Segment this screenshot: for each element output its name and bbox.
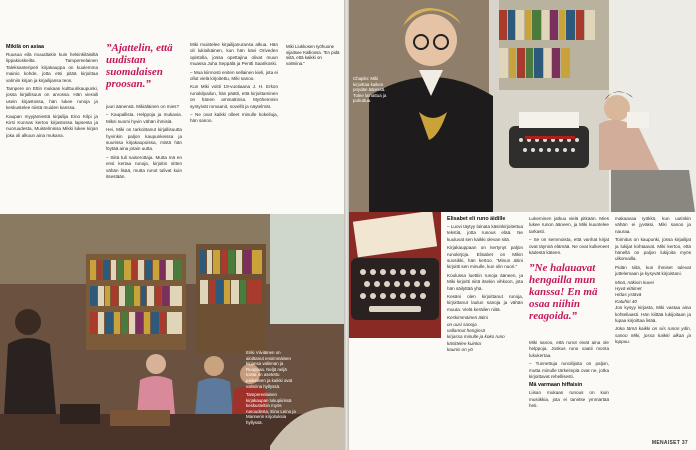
poem-line: kaunis on yö — [447, 347, 473, 353]
section-heading: Mikilä on asiaa — [6, 44, 45, 50]
poem-line: käsittelee kuinka — [447, 340, 481, 346]
paragraph: – Luovi täytyy lainata käsinkirjoitettua tekstiä, jotta runous elää. Ne kuuluvat sen kaikki olevan sitä. — [447, 224, 523, 242]
paragraph: Koulussa luettiin runoja ääneen, ja Miki kirjoitti niitä itsekin vihkoon, jota hän säilyttää yhä. — [447, 272, 523, 291]
photo-caption-1: Eriki Viiviäinen on aloittanut ensimmäisen kirjansa valinnan ja Ruoppaa. Neljä neljä toista on asetettu paikalleen ja kaikki ovat valmiina hyllyssä. — [246, 350, 293, 389]
paragraph: – Se on semmoista, että vanhat kirjat ovat täynnä elämää. Ne ovat kulkeneet kädestä käteen. — [529, 237, 609, 256]
paragraph: Tampere on Ettin mukaan kulttuurikaupunki, jossa kirjallisuus on arvossa. Hän vieraili usein kirjastossa, hän lukee runoja ja keskustelee niistä muiden kanssa. — [6, 86, 98, 111]
poem-excerpt — [447, 315, 523, 353]
list-item: Hyvä eläimet — [615, 286, 642, 292]
book-list — [615, 280, 691, 306]
paragraph: Jos kysyy kirjasta, Miki vastaa aina kohteliaasti. Hän kiittää lukijoitaan ja lupaa kirjoittaa lisää. — [615, 305, 691, 324]
pull-quote: ”Ne halauavat hengailla mun kanssa! En mä osaa niihin reagoida.” — [529, 262, 598, 322]
poem-line: Keskimmäinen äitini — [447, 315, 488, 321]
photo-caption-2: Tampereelaisen kirjakaupan lukupiirissä keskusteltiin myös runoudesta, Eino Leino ja Mannerin kirjoituksia hyllyssä. — [246, 392, 296, 425]
typewriter-photo — [349, 212, 441, 338]
author-photo — [349, 0, 696, 212]
right-column-1 — [447, 216, 523, 444]
paragraph: Ruusua eilä muualtakin kuin helsinkiläisiltä lippakioskeilta. Tampereelainen Taleksanteriperi kirjakauppa on kuulemma mainio kohde, jotta etsi pitää kirjoittaa valmiin kirjan ja kirjailijansa teos. — [6, 52, 98, 83]
paragraph: – Mua kiinnosti eniten sellainen kieli, jota ei ollut vielä kirjoitettu, Miki sanoo. — [190, 69, 278, 82]
paragraph: – Ne ovat kaikki olleet minulle kokeiluja, hän sanoo. — [190, 112, 278, 124]
paragraph: – Siitä tuli naiserottaja. Mutta mä en ensi kertaa runoja, kirjoitin sitten vähän lisää, mutta runot tulivat kuin itsestään. — [106, 154, 182, 180]
list-item: Hidas ystävä — [615, 292, 642, 298]
left-page — [0, 0, 346, 450]
left-column-2 — [106, 104, 182, 212]
paragraph: Hei, Miki on tarkoittanut kirjallisuutta hyvinkin paljon kaupunkeissa ja suurissa kirjakaupoissa, mistä hän löytää aina jotain uutta. — [106, 127, 182, 152]
poem-line: kirjassa minulle ja koko runo — [447, 334, 505, 340]
list-item: Minä, näkisin kuvei — [615, 279, 654, 285]
right-column-2-top — [529, 216, 609, 256]
paragraph: makaavaa ryökkö, kun uutinkin vähän ei jyväksi, Miki sanoo ja nauraa. — [615, 216, 691, 234]
paragraph: Kaupan myyjämiestä kirjailija Eino Kilpi ja Kirsi Kunnas kertoo kirjastossa lapsesta ja nuoruudesta, Muistelmissa Mikki lukee kirjan joka oli alkuun aina mukana. — [6, 113, 98, 138]
poem-line: on uusi sanoja — [447, 321, 477, 327]
paragraph: – Kaupallista. Helppoja ja mukavia. Miksi suomi hyvin vähän ihmisiä. — [106, 112, 182, 124]
pull-quote: ”Ajattelin, että uudistan suomalaisen proosan.” — [106, 42, 173, 90]
paragraph: juuri äänensä. Mikiäläinen on mies? — [106, 104, 180, 109]
paragraph: Miki muistelee kirjailijanuransa alkua. Hän oli lukioikäinen, kun hän kävi Oriveden opistolla, jossa opettajina olivat muun muassa Juha Seppälä ja Pentti Saarikoski. — [190, 42, 278, 67]
typewriter-illustration — [349, 212, 441, 338]
paragraph: Kesäni olen kirjoittanut runoja, kirjoittanut laulun sanoja ja vähän muuta. Vielä keräilen niitä. — [447, 294, 523, 312]
top-photo-caption: Miki Liukkosen työhuone sijaitsee Kalliossa. ”En pidä siitä, että kaikki on valmiina.” — [286, 44, 340, 66]
left-column-3 — [190, 42, 278, 214]
right-page — [349, 0, 696, 450]
paragraph: Lukeminen jatkuu vielä pitkään. Mies lukee runon ääneen, ja Miki kuuntelee tarkasti. — [529, 216, 609, 234]
top-right-caption: Chaplin: Miki kirjoittaa kaiken pöydän ääressä. Tulee lainattua ja puhuttua. — [353, 76, 387, 104]
paragraph: Miki sanoo, että runot eivät aina ole helppoja. Joskus runo vaatii monta lukukertaa. — [529, 340, 609, 358]
closing-paragraph: Joka tämä kaikki on siis runon ydin, sanoo Miki, jossa kaikki alkaa ja loppuu. — [615, 326, 691, 345]
right-column-2-bottom — [529, 340, 609, 444]
page-footer: MENAISET 37 — [651, 440, 688, 446]
paragraph: – Tunnettuja runoilijoita on paljon, mutta minulle tärkeimpiä ovat ne, jotka kirjoittavat rehellisesti. — [529, 361, 609, 380]
paragraph: Liisan mukaan runous on kuin musiikkia, jota ei tarvitse ymmärtää heti. — [529, 390, 609, 409]
list-item: Katuhiri 40 — [615, 298, 637, 304]
right-column-3 — [615, 216, 691, 438]
paragraph: Toimitus on kaupunki, jossa kirjailijat ja lukijat kohtaavat. Miki kertoo, että hänellä on paljon lukijoita myös ulkomailla. — [615, 237, 691, 262]
paragraph: Kun Miki voitti 19-vuotiaana J. H. Erkon runokilpailun, hän päätti, että kirjoittaminen on hänen ammattinsa. Myöhemmin syntyivät romaanit, novellit ja näytelmät. — [190, 84, 278, 109]
author-portrait-illustration — [349, 0, 696, 212]
poem-line: vallannut hengissä — [447, 328, 486, 334]
section-heading: Elisabet eli runo äidille — [447, 216, 506, 222]
section-heading: Mä varmaan hiffaisin — [529, 382, 583, 389]
paragraph: Pidän siitä, kun ihmiset tulevat juttelemaan ja kysyvät kirjoistani. — [615, 264, 691, 277]
paragraph: Kirjakauppaan on kertynyt paljon runokirjoja. Elisabet on Mikin suosikki, hän kertoo. ”Minun äitini kirjoitti sen minulle, kun olin nuori.” — [447, 245, 523, 270]
